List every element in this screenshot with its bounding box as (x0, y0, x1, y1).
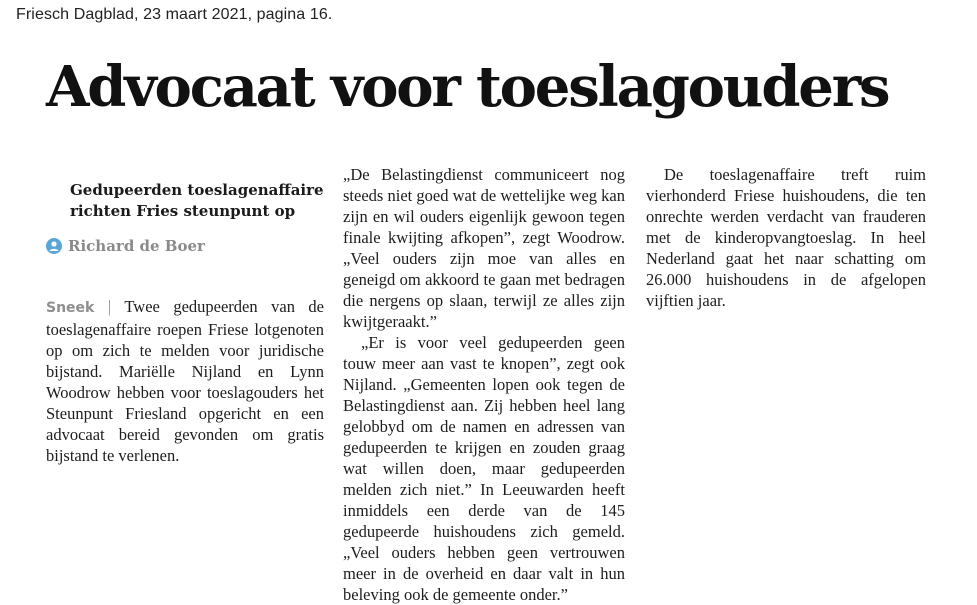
article-column-3 (646, 164, 926, 311)
article-paragraph: „De Belastingdienst communiceert nog steeds niet goed wat de wettelijke weg kan zijn en wil ouders eigenlijk gewoon tegen finale kwijting afkopen”, zegt Woodrow. „Veel ouders zijn moe van alles en geneigd om akkoord te gaan met bedragen die nergens op slaan, terwijl ze alles zijn kwijtgeraakt.” (343, 165, 625, 331)
article-headline: Advocaat voor toeslagouders (46, 54, 889, 120)
article-subheadline: Gedupeerden toeslagenaffaire richten Fries steunpunt op (70, 181, 324, 220)
article-column-2 (343, 164, 625, 605)
byline (46, 237, 205, 255)
author-name: Richard de Boer (68, 237, 205, 255)
article-column-1 (46, 296, 324, 466)
person-icon (46, 238, 62, 254)
lead-text: Twee gedupeerden van de toeslagenaffaire roepen Friese lotgenoten op om zich te melden voor juridische bijstand. Mariëlle Nijland en Lynn Woodrow hebben voor toeslagouders het Steunpunt Friesland opgericht en een advocaat bereid gevonden om gratis bijstand te verlenen. (46, 297, 324, 465)
dateline-separator: | (107, 297, 112, 316)
article-paragraph: De toeslagenaffaire treft ruim vierhonderd Friese huishoudens, die ten onrechte werden verdacht van frauderen met de kinderopvangtoeslag. In heel Nederland gaat het naar schatting om 26.000 huishoudens in de afgelopen vijftien jaar. (646, 165, 926, 310)
article-lead-paragraph (46, 296, 324, 466)
dateline: Sneek (46, 300, 95, 316)
source-caption: Friesch Dagblad, 23 maart 2021, pagina 16. (16, 6, 333, 23)
article-paragraph: „Er is voor veel gedupeerden geen touw meer aan vast te knopen”, zegt ook Nijland. „Gemeenten lopen ook tegen de Belastingdienst aan. Zij hebben heel lang gelobbyd om de namen en adressen van gedupeerden te krijgen en zouden graag wat willen doen, maar gedupeerden melden zich niet.” In Leeuwarden heeft inmiddels een derde van de 145 gedupeerde huishoudens zich gemeld. „Veel ouders hebben geen vertrouwen meer in de overheid en daar valt in hun beleving ook de gemeente onder.” (343, 333, 625, 604)
